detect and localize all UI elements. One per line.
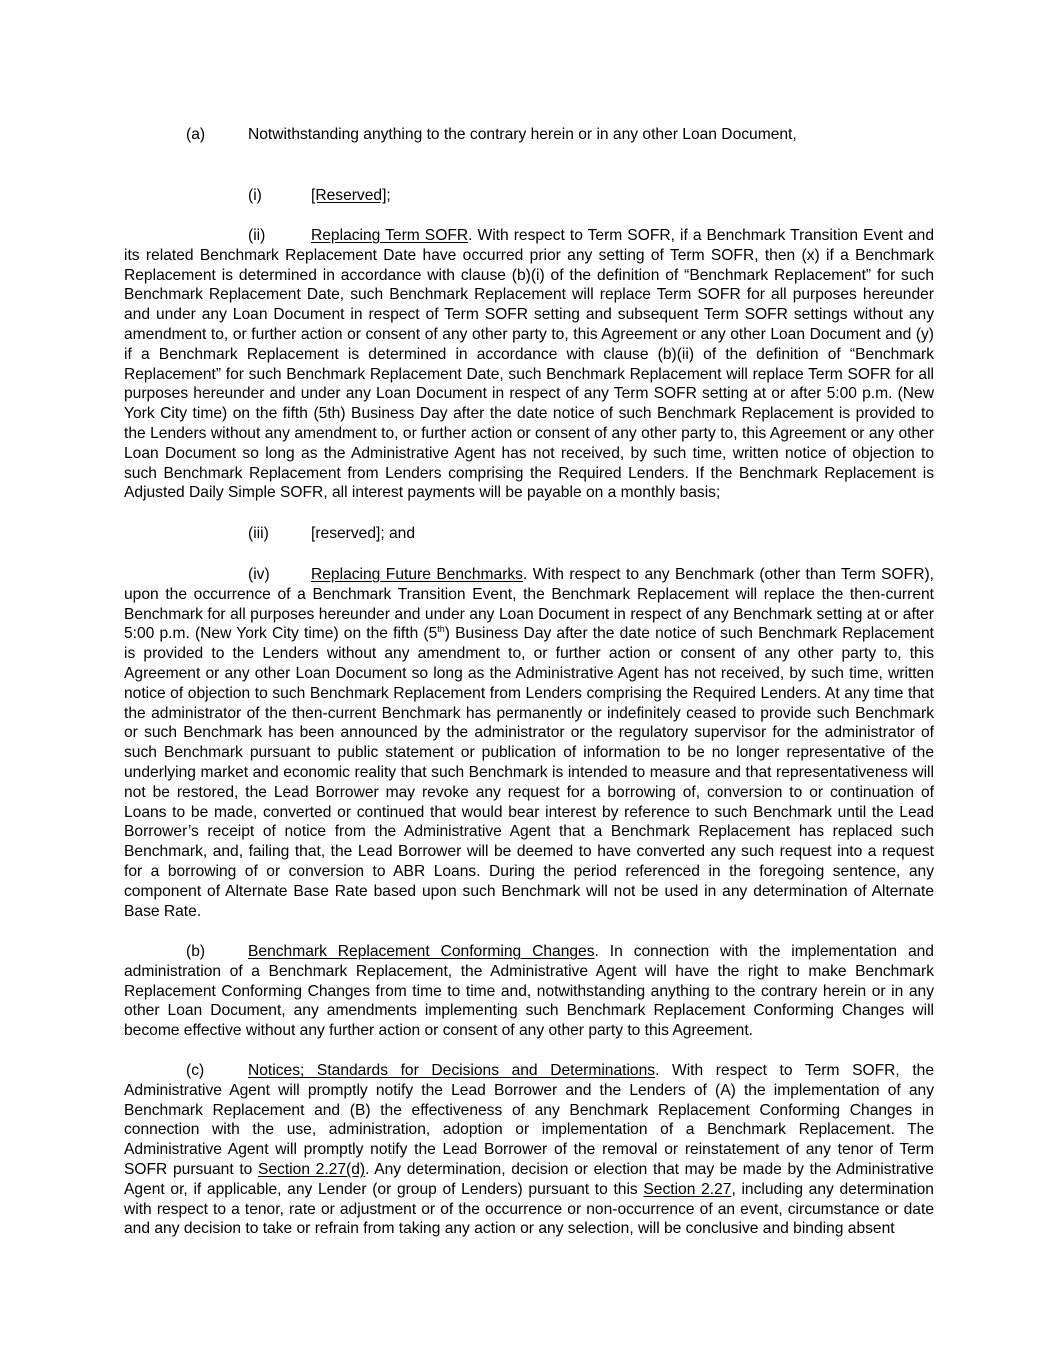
para-c xyxy=(124,1061,934,1239)
para-ii-title: Replacing Term SOFR xyxy=(311,227,469,244)
para-a-text: Notwithstanding anything to the contrary herein or in any other Loan Document, xyxy=(248,126,797,143)
para-a-number: (a) xyxy=(186,126,206,143)
para-b-title: Benchmark Replacement Conforming Changes xyxy=(248,943,595,960)
para-iv-text-1: . With respect to any Benchmark (other than Term SOFR), upon the occurrence of a Benchmark Transition Event, the Benchmark Replacement will replace the then-current Benchmark for all purposes hereunder and under any Loan Document in respect of any Benchmark setting at or after 5:00 p.m. (New York City time) on the fifth (5 xyxy=(124,566,934,643)
para-b-text: . In connection with the implementation and administration of a Benchmark Replacement, the Administrative Agent will have the right to make Benchmark Replacement Conforming Changes from time to time and, notwithstanding anything to the contrary herein or in any other Loan Document, any amendments implementing such Benchmark Replacement Conforming Changes will become effective without any further action or consent of any other party to this Agreement. xyxy=(124,943,934,1040)
section-2-27-d-link: Section 2.27(d) xyxy=(257,1160,366,1178)
para-iii-number: (iii) xyxy=(248,525,269,542)
section-2-27-link: Section 2.27 xyxy=(643,1180,732,1198)
para-iv-text-2: ) Business Day after the date notice of such Benchmark Replacement is provided to the Lenders without any amendment to, or further action or consent of any other party to, this Agreement or any other Loan Document so long as the Administrative Agent has not received, by such time, written notice of objection to such Benchmark Replacement from Lenders comprising the Required Lenders. At any time that the administrator of the then-current Benchmark has permanently or indefinitely ceased to provide such Benchmark or such Benchmark has been announced by the administrator or the regulatory supervisor for the administrator of such Benchmark pursuant to public statement or publication of information to be no longer representative of the underlying market and economic reality that such Benchmark is intended to measure and that representativeness will not be restored, the Lead Borrower may revoke any request for a borrowing of, conversion to or continuation of Loans to be made, converted or continued that would bear interest by reference to such Benchmark until the Lead Borrower’s receipt of notice from the Administrative Agent that a Benchmark Replacement has replaced such Benchmark, and, failing that, the Lead Borrower will be deemed to have converted any such request into a request for a borrowing of or conversion to ABR Loans. During the period referenced in the foregoing sentence, any component of Alternate Base Rate based upon such Benchmark will not be used in any determination of Alternate Base Rate. xyxy=(124,625,935,920)
para-ii-number: (ii) xyxy=(248,227,266,244)
para-c-number: (c) xyxy=(186,1062,205,1079)
para-i-body xyxy=(311,186,391,206)
para-c-text-1: . With respect to Term SOFR, the Administrative Agent will promptly notify the Lead Borrower and the Lenders of (A) the implementation of any Benchmark Replacement and (B) the effectiveness of any Benchmark Replacement Conforming Changes in connection with the use, administration, adoption or implementation of a Benchmark Replacement. The Administrative Agent will promptly notify the Lead Borrower of the removal or reinstatement of any tenor of Term SOFR pursuant to xyxy=(124,1062,934,1178)
para-c-text-2: . Any determination, decision or election that may be made by the Administrative Agent or, if applicable, any Lender (or group of Lenders) pursuant to this xyxy=(124,1160,934,1198)
para-ii-text: . With respect to Term SOFR, if a Benchmark Transition Event and its related Benchmark Replacement Date have occurred prior any setting of Term SOFR, then (x) if a Benchmark Replacement is determined in accordance with clause (b)(i) of the definition of “Benchmark Replacement” for such Benchmark Replacement Date, such Benchmark Replacement will replace Term SOFR for all purposes hereunder and under any Loan Document in respect of Term SOFR setting and subsequent Term SOFR settings without any amendment to, or further action or consent of any other party to, this Agreement or any other Loan Document and (y) if a Benchmark Replacement is determined in accordance with clause (b)(ii) of the definition of “Benchmark Replacement” for such Benchmark Replacement Date, such Benchmark Replacement will replace Term SOFR for all purposes hereunder and under any Loan Document in respect of any Term SOFR setting at or after 5:00 p.m. (New York City time) on the fifth (5th) Business Day after the date notice of such Benchmark Replacement is provided to the Lenders without any amendment to, or further action or consent of any other party to, this Agreement or any other Loan Document so long as the Administrative Agent has not received, by such time, written notice of objection to such Benchmark Replacement from Lenders comprising the Required Lenders. If the Benchmark Replacement is Adjusted Daily Simple SOFR, all interest payments will be payable on a monthly basis; xyxy=(124,227,935,502)
para-iii-text: [reserved]; and xyxy=(311,525,416,542)
para-i-text: [Reserved] xyxy=(311,187,387,204)
para-iv-title: Replacing Future Benchmarks xyxy=(311,566,523,583)
para-i-number: (i) xyxy=(248,187,262,204)
para-c-title: Notices; Standards for Decisions and Determinations xyxy=(248,1062,656,1079)
para-b xyxy=(124,942,934,1041)
para-iv-number: (iv) xyxy=(248,566,270,583)
para-ii xyxy=(124,226,934,503)
para-iv-sup: th xyxy=(437,624,445,635)
para-b-number: (b) xyxy=(186,943,206,960)
para-c-text-3: , including any determination with respect to a tenor, rate or adjustment or of the occurrence or non-occurrence of an event, circumstance or date and any decision to take or refrain from taking any action or any selection, will be conclusive and binding absent xyxy=(124,1180,934,1238)
para-i-after: ; xyxy=(386,187,391,204)
para-iv xyxy=(124,565,934,921)
